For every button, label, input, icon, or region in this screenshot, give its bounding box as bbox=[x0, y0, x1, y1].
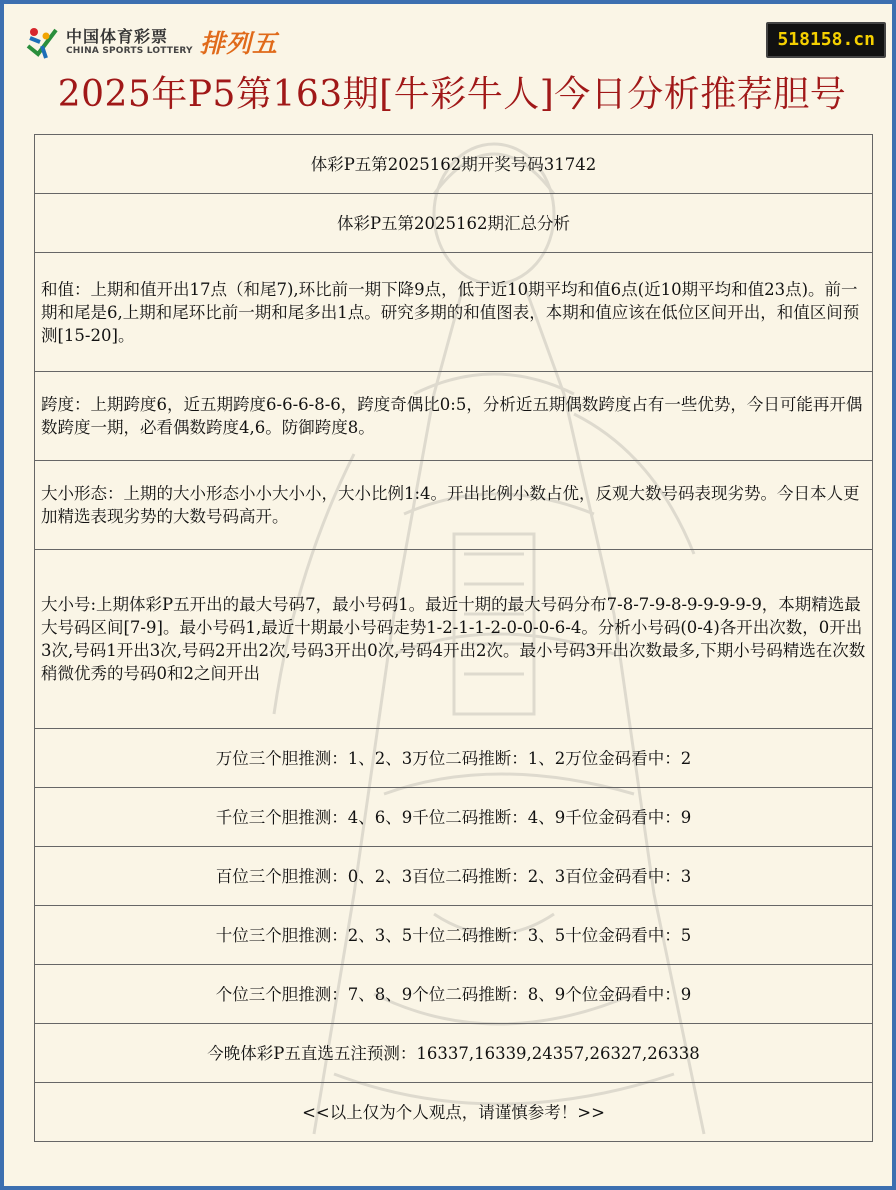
shi-position-prediction-cell: 十位三个胆推测：2、3、5十位二码推断：3、5十位金码看中：5 bbox=[35, 906, 873, 965]
table-row bbox=[35, 461, 873, 550]
table-row bbox=[35, 372, 873, 461]
tonight-prediction-cell: 今晚体彩P五直选五注预测：16337,16339,24357,26327,26338 bbox=[35, 1024, 873, 1083]
lottery-logo-icon bbox=[24, 24, 60, 60]
table-row bbox=[35, 788, 873, 847]
logo-brand-text: 排列五 bbox=[200, 29, 279, 58]
table-row bbox=[35, 847, 873, 906]
disclaimer-cell: <<以上仅为个人观点，请谨慎参考！>> bbox=[35, 1083, 873, 1142]
table-row bbox=[35, 550, 873, 729]
table-row bbox=[35, 194, 873, 253]
summary-heading-cell: 体彩P五第2025162期汇总分析 bbox=[35, 194, 873, 253]
header-bar bbox=[22, 20, 892, 64]
draw-result-cell: 体彩P五第2025162期开奖号码31742 bbox=[35, 135, 873, 194]
span-analysis-cell: 跨度：上期跨度6，近五期跨度6-6-6-8-6，跨度奇偶比0:5，分析近五期偶数跨度占有一些优势，今日可能再开偶数跨度一期，必看偶数跨度4,6。防御跨度8。 bbox=[35, 372, 873, 461]
table-row bbox=[35, 253, 873, 372]
analysis-table bbox=[34, 134, 873, 1142]
ge-position-prediction-cell: 个位三个胆推测：7、8、9个位二码推断：8、9个位金码看中：9 bbox=[35, 965, 873, 1024]
logo-english-text: CHINA SPORTS LOTTERY bbox=[66, 46, 193, 56]
table-row bbox=[35, 906, 873, 965]
size-number-analysis-cell: 大小号:上期体彩P五开出的最大号码7，最小号码1。最近十期的最大号码分布7-8-7-9-8-9-9-9-9-9，本期精选最大号码区间[7-9]。最小号码1,最近十期最小号码走势1-2-1-1-2-0-0-0-6-4。分析小号码(0-4)各开出次数，0开出3次,号码1开出3次,号码2开出2次,号码3开出0次,号码4开出2次。最小号码3开出次数最多,下期小号码精选在次数稍微优秀的号码0和2之间开出 bbox=[35, 550, 873, 729]
table-row bbox=[35, 965, 873, 1024]
size-pattern-analysis-cell: 大小形态：上期的大小形态小小大小小，大小比例1:4。开出比例小数占优，反观大数号码表现劣势。今日本人更加精选表现劣势的大数号码高开。 bbox=[35, 461, 873, 550]
table-row bbox=[35, 729, 873, 788]
site-domain-badge[interactable]: 518158.cn bbox=[766, 22, 886, 58]
wan-position-prediction-cell: 万位三个胆推测：1、2、3万位二码推断：1、2万位金码看中：2 bbox=[35, 729, 873, 788]
table-row bbox=[35, 1083, 873, 1142]
qian-position-prediction-cell: 千位三个胆推测：4、6、9千位二码推断：4、9千位金码看中：9 bbox=[35, 788, 873, 847]
table-row bbox=[35, 135, 873, 194]
bai-position-prediction-cell: 百位三个胆推测：0、2、3百位二码推断：2、3百位金码看中：3 bbox=[35, 847, 873, 906]
page-title: 2025年P5第163期[牛彩牛人]今日分析推荐胆号 bbox=[57, 74, 847, 115]
logo-chinese-text: 中国体育彩票 bbox=[66, 27, 169, 46]
sum-value-analysis-cell: 和值：上期和值开出17点（和尾7),环比前一期下降9点，低于近10期平均和值6点(近10期平均和值23点)。前一期和尾是6,上期和尾环比前一期和尾多出1点。研究多期的和值图表，本期和值应该在低位区间开出，和值区间预测[15-20]。 bbox=[35, 253, 873, 372]
table-row bbox=[35, 1024, 873, 1083]
